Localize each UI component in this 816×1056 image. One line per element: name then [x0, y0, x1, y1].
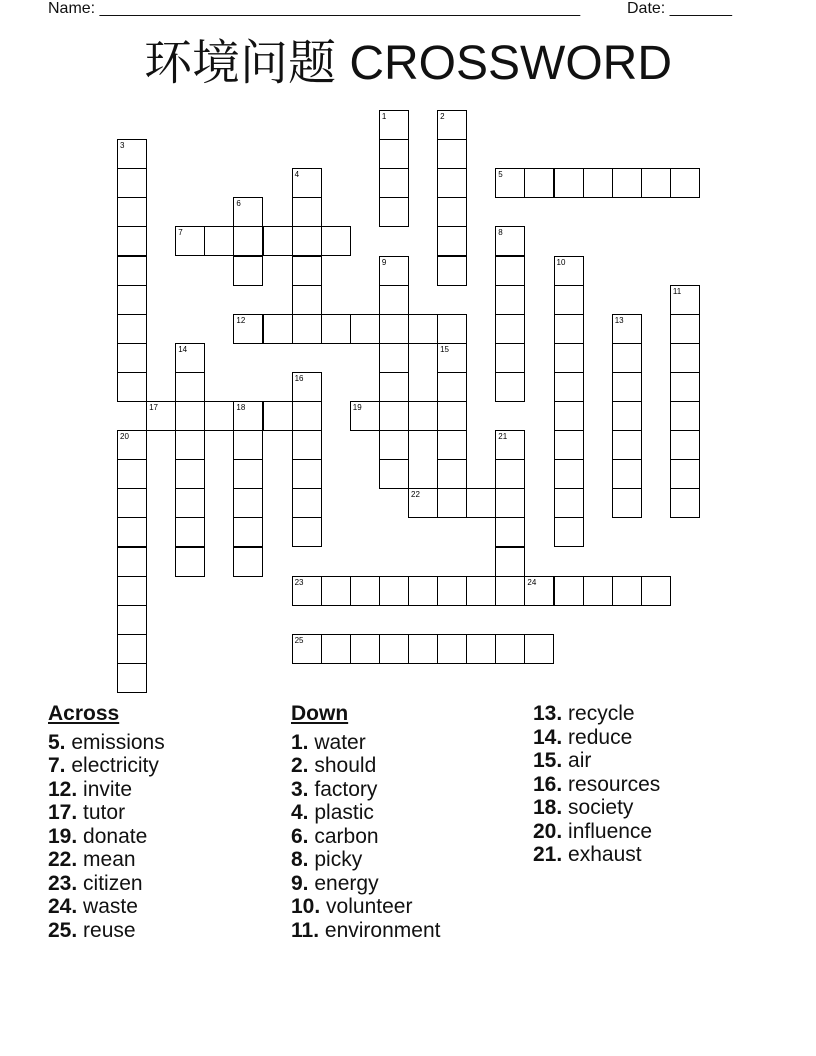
grid-cell[interactable] — [437, 139, 467, 169]
clue-item — [291, 848, 440, 872]
grid-cell[interactable] — [233, 256, 263, 286]
clue-word: influence — [568, 819, 653, 843]
grid-cell[interactable] — [117, 256, 147, 286]
grid-cell[interactable] — [263, 401, 293, 431]
clue-item — [533, 843, 660, 867]
clue-item — [48, 919, 165, 943]
grid-cell[interactable] — [175, 459, 205, 489]
grid-cell[interactable] — [117, 605, 147, 635]
grid-cell[interactable] — [117, 663, 147, 693]
grid-cell[interactable] — [233, 314, 263, 344]
clue-number: 16 — [294, 373, 304, 383]
grid-cell[interactable] — [292, 634, 322, 664]
clue-item — [48, 848, 165, 872]
grid-cell[interactable] — [437, 256, 467, 286]
grid-cell[interactable] — [292, 517, 322, 547]
grid-cell[interactable] — [408, 488, 438, 518]
clue-word: volunteer — [326, 895, 413, 918]
grid-cell[interactable] — [641, 576, 671, 606]
grid-cell[interactable] — [175, 226, 205, 256]
grid-cell[interactable] — [292, 256, 322, 286]
clue-num: 25. — [48, 918, 78, 942]
grid-cell[interactable] — [612, 401, 642, 431]
grid-cell[interactable] — [612, 168, 642, 198]
clue-item — [291, 825, 440, 849]
grid-cell[interactable] — [292, 314, 322, 344]
clue-number: 1 — [381, 112, 387, 121]
grid-cell[interactable] — [554, 488, 584, 518]
grid-cell[interactable] — [495, 372, 525, 402]
grid-cell[interactable] — [554, 517, 584, 547]
clue-number: 4 — [294, 170, 300, 180]
grid-cell[interactable] — [204, 226, 234, 256]
grid-cell[interactable] — [117, 547, 147, 577]
grid-cell[interactable] — [670, 459, 700, 489]
clue-number: 25 — [294, 635, 304, 645]
grid-cell[interactable] — [670, 488, 700, 518]
clue-number: 17 — [149, 403, 158, 412]
grid-cell[interactable] — [612, 343, 642, 373]
grid-cell[interactable] — [292, 401, 322, 431]
page-title: 环境问题 CROSSWORD — [143, 37, 672, 90]
clue-num: 11. — [291, 918, 320, 942]
clue-num: 23. — [48, 871, 78, 895]
clue-word: emissions — [71, 730, 165, 754]
grid-cell[interactable] — [408, 634, 438, 664]
grid-cell[interactable] — [495, 517, 525, 547]
grid-cell[interactable] — [379, 256, 409, 286]
grid-cell[interactable] — [612, 314, 642, 344]
grid-cell[interactable] — [554, 459, 584, 489]
clue-num: 3. — [291, 777, 309, 801]
clue-num: 10. — [291, 895, 321, 918]
clue-item — [291, 801, 440, 825]
grid-cell[interactable] — [495, 285, 525, 315]
grid-cell[interactable] — [292, 488, 322, 518]
clue-number: 15 — [440, 344, 449, 354]
clue-num: 22. — [48, 848, 78, 871]
grid-cell[interactable] — [554, 576, 584, 606]
clue-number: 22 — [411, 490, 420, 500]
grid-cell[interactable] — [554, 285, 584, 315]
grid-cell[interactable] — [670, 285, 700, 315]
down-clues-continued — [533, 702, 660, 867]
clue-num: 2. — [291, 754, 309, 777]
clue-item — [533, 749, 660, 773]
grid-cell[interactable] — [495, 459, 525, 489]
clue-item — [291, 731, 440, 755]
grid-cell[interactable] — [379, 168, 409, 198]
grid-cell[interactable] — [321, 634, 351, 664]
grid-cell[interactable] — [204, 401, 234, 431]
clue-word: water — [314, 730, 366, 754]
clue-num: 8. — [291, 848, 309, 871]
grid-cell[interactable] — [117, 576, 147, 606]
grid-cell[interactable] — [670, 168, 700, 198]
clue-item — [533, 820, 660, 844]
grid-cell[interactable] — [379, 285, 409, 315]
clue-number: 14 — [178, 344, 188, 354]
grid-cell[interactable] — [350, 314, 380, 344]
across-clues — [48, 702, 165, 942]
grid-cell[interactable] — [437, 110, 467, 140]
grid-cell[interactable] — [524, 168, 554, 198]
grid-cell[interactable] — [437, 634, 467, 664]
clue-number: 19 — [352, 403, 362, 412]
grid-cell[interactable] — [292, 285, 322, 315]
clue-word: waste — [83, 895, 138, 918]
grid-cell[interactable] — [233, 459, 263, 489]
grid-cell[interactable] — [612, 430, 642, 460]
clue-item — [533, 796, 660, 820]
clue-word: should — [314, 754, 377, 777]
clue-item — [291, 919, 440, 943]
clue-word: donate — [83, 824, 148, 848]
grid-cell[interactable] — [612, 488, 642, 518]
grid-cell[interactable] — [117, 314, 147, 344]
clue-number: 5 — [498, 170, 503, 180]
grid-cell[interactable] — [670, 430, 700, 460]
clue-num: 6. — [291, 824, 309, 848]
grid-cell[interactable] — [117, 226, 147, 256]
clue-item — [291, 872, 440, 896]
clue-word: mean — [83, 848, 136, 871]
grid-cell[interactable] — [495, 168, 525, 198]
grid-cell[interactable] — [379, 197, 409, 227]
grid-cell[interactable] — [350, 576, 380, 606]
grid-cell[interactable] — [233, 488, 263, 518]
grid-cell[interactable] — [554, 256, 584, 286]
grid-cell[interactable] — [408, 401, 438, 431]
clue-number: 10 — [556, 257, 566, 267]
clue-number: 9 — [381, 257, 387, 267]
grid-cell[interactable] — [670, 401, 700, 431]
clue-num: 1. — [291, 730, 309, 754]
grid-cell[interactable] — [379, 110, 409, 140]
grid-cell[interactable] — [117, 488, 147, 518]
grid-cell[interactable] — [495, 634, 525, 664]
clue-number: 13 — [614, 315, 624, 325]
clue-item — [48, 895, 165, 919]
grid-cell[interactable] — [379, 139, 409, 169]
clue-item — [48, 731, 165, 755]
clue-word: air — [568, 749, 592, 772]
clue-word: plastic — [314, 801, 374, 824]
grid-cell[interactable] — [379, 314, 409, 344]
grid-cell[interactable] — [379, 401, 409, 431]
clue-word: society — [568, 796, 634, 819]
grid-cell[interactable] — [292, 372, 322, 402]
grid-cell[interactable] — [437, 168, 467, 198]
grid-cell[interactable] — [263, 226, 293, 256]
clue-word: tutor — [83, 801, 126, 824]
grid-cell[interactable] — [117, 343, 147, 373]
grid-cell[interactable] — [117, 197, 147, 227]
clue-word: citizen — [83, 871, 143, 895]
clue-num: 14. — [533, 725, 563, 749]
clue-number: 7 — [178, 228, 183, 238]
clue-item — [291, 778, 440, 802]
grid-cell[interactable] — [495, 576, 525, 606]
grid-cell[interactable] — [117, 430, 147, 460]
clue-word: reduce — [568, 725, 633, 749]
grid-cell[interactable] — [379, 343, 409, 373]
grid-cell[interactable] — [379, 576, 409, 606]
clue-num: 9. — [291, 871, 309, 895]
clue-word: electricity — [71, 754, 159, 777]
clue-item — [291, 895, 440, 919]
clue-word: recycle — [568, 702, 635, 725]
grid-cell[interactable] — [321, 226, 351, 256]
clue-item — [48, 872, 165, 896]
grid-cell[interactable] — [437, 401, 467, 431]
grid-cell[interactable] — [437, 488, 467, 518]
clue-num: 12. — [48, 777, 78, 801]
grid-cell[interactable] — [117, 634, 147, 664]
grid-cell[interactable] — [117, 139, 147, 169]
grid-cell[interactable] — [670, 372, 700, 402]
grid-cell[interactable] — [292, 430, 322, 460]
clue-word: carbon — [314, 824, 379, 848]
grid-cell[interactable] — [408, 576, 438, 606]
clue-word: environment — [324, 918, 441, 942]
grid-cell[interactable] — [175, 488, 205, 518]
clue-number: 12 — [236, 315, 246, 325]
grid-cell[interactable] — [233, 430, 263, 460]
grid-cell[interactable] — [117, 168, 147, 198]
clue-number: 8 — [498, 228, 503, 238]
grid-cell[interactable] — [495, 488, 525, 518]
clue-num: 19. — [48, 824, 78, 848]
clue-word: reuse — [83, 918, 136, 942]
clue-num: 18. — [533, 796, 563, 819]
grid-cell[interactable] — [466, 488, 496, 518]
grid-cell[interactable] — [437, 576, 467, 606]
grid-cell[interactable] — [379, 634, 409, 664]
grid-cell[interactable] — [554, 430, 584, 460]
grid-cell[interactable] — [233, 517, 263, 547]
grid-cell[interactable] — [466, 634, 496, 664]
grid-cell[interactable] — [554, 168, 584, 198]
clue-number: 20 — [120, 432, 129, 442]
grid-cell[interactable] — [175, 401, 205, 431]
clue-word: resources — [568, 772, 661, 796]
grid-cell[interactable] — [233, 547, 263, 577]
grid-cell[interactable] — [379, 459, 409, 489]
clue-item — [48, 801, 165, 825]
clue-num: 4. — [291, 801, 309, 824]
clue-item — [533, 726, 660, 750]
grid-cell[interactable] — [117, 517, 147, 547]
down-list-continued — [533, 702, 660, 867]
grid-cell[interactable] — [612, 459, 642, 489]
grid-cell[interactable] — [292, 226, 322, 256]
grid-cell[interactable] — [583, 168, 613, 198]
clue-num: 15. — [533, 749, 563, 772]
grid-cell[interactable] — [292, 459, 322, 489]
grid-cell[interactable] — [379, 430, 409, 460]
grid-cell[interactable] — [379, 372, 409, 402]
clue-item — [291, 754, 440, 778]
across-heading: Across — [48, 702, 120, 725]
grid-cell[interactable] — [175, 372, 205, 402]
grid-cell[interactable] — [408, 314, 438, 344]
grid-cell[interactable] — [233, 226, 263, 256]
clue-num: 21. — [533, 843, 563, 866]
grid-cell[interactable] — [524, 576, 554, 606]
date-field-label: Date: _______ — [627, 0, 732, 17]
grid-cell[interactable] — [437, 372, 467, 402]
clue-word: exhaust — [568, 843, 642, 866]
grid-cell[interactable] — [554, 401, 584, 431]
grid-cell[interactable] — [495, 314, 525, 344]
clue-num: 13. — [533, 702, 563, 725]
clue-word: picky — [314, 848, 363, 871]
grid-cell[interactable] — [554, 343, 584, 373]
grid-cell[interactable] — [175, 343, 205, 373]
grid-cell[interactable] — [554, 314, 584, 344]
clue-num: 17. — [48, 801, 78, 824]
grid-cell[interactable] — [554, 372, 584, 402]
across-list — [48, 731, 165, 943]
down-list — [291, 731, 440, 943]
grid-cell[interactable] — [437, 343, 467, 373]
clue-item — [48, 754, 165, 778]
grid-cell[interactable] — [641, 168, 671, 198]
grid-cell[interactable] — [292, 197, 322, 227]
grid-cell[interactable] — [437, 314, 467, 344]
clue-num: 7. — [48, 754, 66, 777]
grid-cell[interactable] — [495, 256, 525, 286]
grid-cell[interactable] — [321, 576, 351, 606]
grid-cell[interactable] — [263, 314, 293, 344]
grid-cell[interactable] — [437, 197, 467, 227]
grid-cell[interactable] — [292, 168, 322, 198]
down-heading: Down — [291, 702, 349, 725]
grid-cell[interactable] — [583, 576, 613, 606]
grid-cell[interactable] — [117, 372, 147, 402]
clue-number: 18 — [236, 403, 246, 412]
grid-cell[interactable] — [175, 547, 205, 577]
clue-number: 2 — [440, 112, 445, 121]
clue-word: invite — [83, 777, 133, 801]
grid-cell[interactable] — [612, 576, 642, 606]
clue-num: 24. — [48, 895, 78, 918]
grid-cell[interactable] — [466, 576, 496, 606]
grid-cell[interactable] — [292, 576, 322, 606]
grid-cell[interactable] — [495, 343, 525, 373]
grid-cell[interactable] — [321, 314, 351, 344]
grid-cell[interactable] — [437, 430, 467, 460]
clue-word: factory — [314, 777, 378, 801]
grid-cell[interactable] — [117, 459, 147, 489]
clue-item — [48, 778, 165, 802]
clue-number: 24 — [527, 577, 537, 587]
grid-cell[interactable] — [350, 401, 380, 431]
grid-cell[interactable] — [175, 430, 205, 460]
clue-num: 20. — [533, 819, 563, 843]
down-clues — [291, 702, 440, 942]
grid-cell[interactable] — [524, 634, 554, 664]
clue-number: 23 — [294, 577, 304, 587]
grid-cell[interactable] — [117, 285, 147, 315]
clue-number: 21 — [498, 432, 508, 442]
clue-num: 16. — [533, 772, 563, 796]
clue-number: 6 — [236, 199, 241, 209]
grid-cell[interactable] — [350, 634, 380, 664]
grid-cell[interactable] — [175, 517, 205, 547]
name-field-label: Name: ______________________________________________________ — [48, 0, 581, 17]
grid-cell[interactable] — [233, 197, 263, 227]
clue-item — [48, 825, 165, 849]
grid-cell[interactable] — [233, 401, 263, 431]
grid-cell[interactable] — [612, 372, 642, 402]
clue-item — [533, 773, 660, 797]
grid-cell[interactable] — [437, 226, 467, 256]
grid-cell[interactable] — [495, 226, 525, 256]
clue-number: 3 — [120, 141, 125, 151]
grid-cell[interactable] — [146, 401, 176, 431]
clue-number: 11 — [672, 286, 682, 296]
grid-cell[interactable] — [670, 343, 700, 373]
grid-cell[interactable] — [670, 314, 700, 344]
grid-cell[interactable] — [495, 430, 525, 460]
clue-word: energy — [314, 871, 379, 895]
clue-item — [533, 702, 660, 726]
grid-cell[interactable] — [495, 547, 525, 577]
clue-num: 5. — [48, 730, 66, 754]
grid-cell[interactable] — [437, 459, 467, 489]
